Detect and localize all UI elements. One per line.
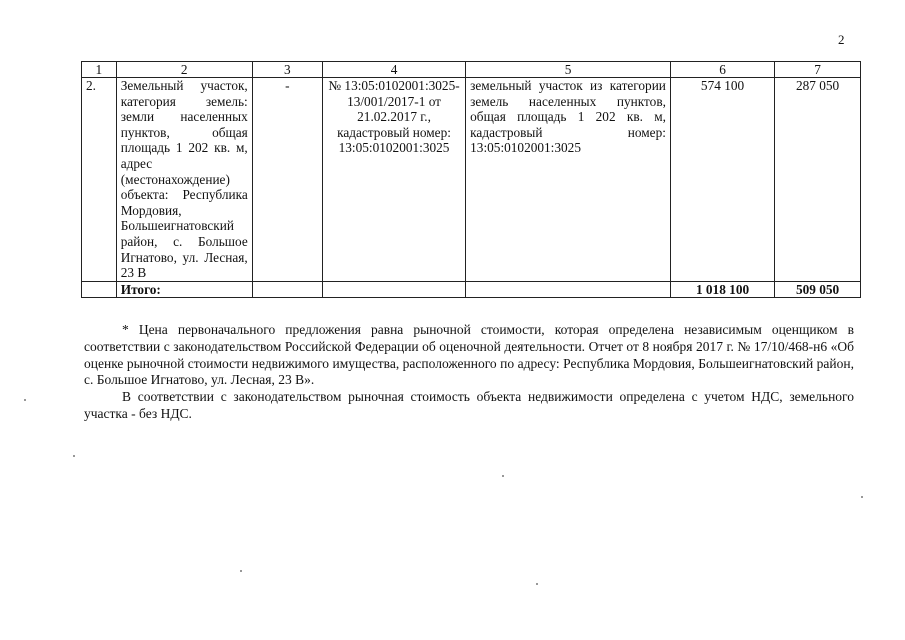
total-empty-cell (322, 281, 465, 298)
scan-speck (861, 496, 863, 498)
registration-record: № 13:05:0102001:3025-13/001/2017-1 от 21.02.2017 г., кадастровый номер: 13:05:0102001:3025 (322, 78, 465, 282)
scan-speck (502, 475, 504, 477)
col3-value: - (252, 78, 322, 282)
scan-speck (73, 455, 75, 457)
total-row (82, 281, 861, 298)
total-label: Итого: (116, 281, 252, 298)
total-initial-price: 1 018 100 (670, 281, 774, 298)
notes (84, 322, 854, 423)
note-vat: В соответствии с законодательством рыночная стоимость объекта недвижимости определена с учетом НДС, земельного участка - без НДС. (84, 389, 854, 421)
scan-speck (24, 399, 26, 401)
deposit-amount: 287 050 (775, 78, 861, 282)
property-table (81, 61, 861, 298)
header-cell-4: 4 (322, 62, 465, 78)
header-cell-7: 7 (775, 62, 861, 78)
initial-price: 574 100 (670, 78, 774, 282)
total-empty-cell (252, 281, 322, 298)
page-number: 2 (838, 32, 845, 47)
object-description: Земельный участок, категория земель: земли населенных пунктов, общая площадь 1 202 кв. м, адрес (местонахождение) объекта: Республика Мордовия, Большеигнатовский район, с. Большое Игнатово, ул. Лесная, 23 В (116, 78, 252, 282)
scan-speck (240, 570, 242, 572)
total-empty-cell (82, 281, 117, 298)
header-cell-1: 1 (82, 62, 117, 78)
header-cell-6: 6 (670, 62, 774, 78)
header-cell-3: 3 (252, 62, 322, 78)
scan-speck (536, 583, 538, 585)
encumbrance-description: земельный участок из категории земель населенных пунктов, общая площадь 1 202 кв. м, кадастровый номер: 13:05:0102001:3025 (466, 78, 671, 282)
total-deposit: 509 050 (775, 281, 861, 298)
row-number: 2. (82, 78, 117, 282)
total-empty-cell (466, 281, 671, 298)
table-header-row (82, 62, 861, 78)
header-cell-5: 5 (466, 62, 671, 78)
header-cell-2: 2 (116, 62, 252, 78)
note-price: * Цена первоначального предложения равна рыночной стоимости, которая определена независимым оценщиком в соответствии с законодательством Российской Федерации об оценочной деятельности. Отчет от 8 ноября 2017 г. № 17/10/468-н6 «Об оценке рыночной стоимости недвижимого имущества, расположенного по адресу: Республика Мордовия, Большеигнатовский район, с. Большое Игнатово, ул. Лесная, 23 В». (84, 322, 854, 388)
table-row (82, 78, 861, 282)
